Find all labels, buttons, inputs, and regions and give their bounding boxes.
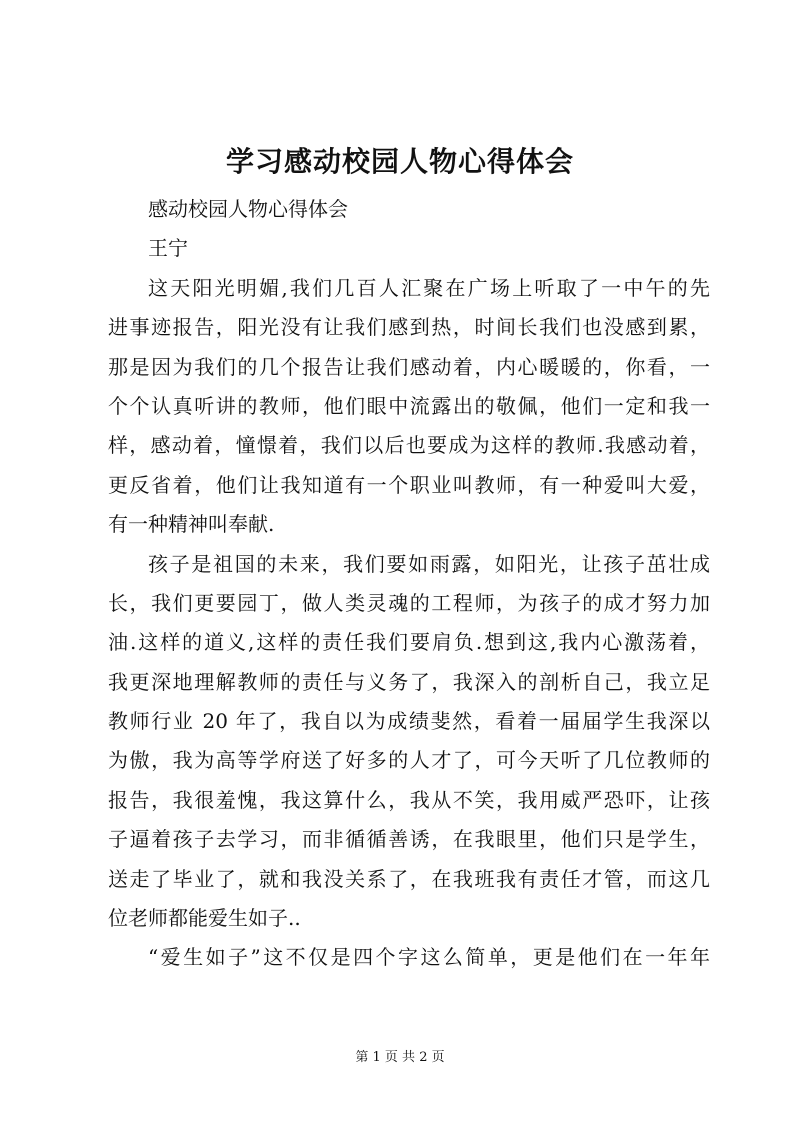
paragraphs [108, 269, 710, 978]
text-line: 教师行业 20 年了，我自以为成绩斐然，看着一届届学生我深以 [108, 709, 710, 734]
text-line: 有一种精神叫奉献. [108, 512, 275, 537]
text-line: 位老师都能爱生如子.. [108, 906, 301, 931]
text-line: 油.这样的道义,这样的责任我们要肩负.想到这,我内心激荡着， [108, 630, 710, 655]
text-line: 更反省着，他们让我知道有一个职业叫教师，有一种爱叫大爱， [108, 472, 710, 497]
text-line: 我更深地理解教师的责任与义务了，我深入的剖析自己，我立足 [108, 669, 710, 694]
paragraph [108, 938, 710, 977]
author-name: 王宁 [148, 236, 188, 261]
text-line: “爱生如子”这不仅是四个字这么简单，更是他们在一年年 [148, 945, 710, 970]
text-line: 为傲，我为高等学府送了好多的人才了，可今天听了几位教师的 [108, 748, 710, 773]
document-subtitle: 感动校园人物心得体会 [148, 197, 348, 221]
document-body [108, 190, 710, 978]
page-footer: 第 1 页 共 2 页 [355, 1050, 445, 1065]
text-line: 这天阳光明媚,我们几百人汇聚在广场上听取了一中午的先 [148, 275, 710, 300]
text-line: 长，我们更要园丁，做人类灵魂的工程师，为孩子的成才努力加 [108, 590, 710, 615]
text-line: 报告，我很羞愧，我这算什么，我从不笑，我用威严恐吓，让孩 [108, 787, 710, 812]
document-title: 学习感动校园人物心得体会 [225, 145, 574, 178]
text-line: 样，感动着，憧憬着，我们以后也要成为这样的教师.我感动着， [108, 433, 710, 458]
text-line: 个个认真听讲的教师，他们眼中流露出的敬佩，他们一定和我一 [108, 393, 710, 418]
paragraph [108, 269, 710, 545]
text-line: 孩子是祖国的未来，我们要如雨露，如阳光，让孩子茁壮成 [148, 551, 710, 576]
text-line: 那是因为我们的几个报告让我们感动着，内心暖暖的，你看，一 [108, 354, 710, 379]
text-line: 子逼着孩子去学习，而非循循善诱，在我眼里，他们只是学生， [108, 827, 710, 852]
text-line: 进事迹报告，阳光没有让我们感到热，时间长我们也没感到累， [108, 315, 710, 340]
paragraph [108, 545, 710, 939]
text-line: 送走了毕业了，就和我没关系了，在我班我有责任才管，而这几 [108, 866, 710, 891]
